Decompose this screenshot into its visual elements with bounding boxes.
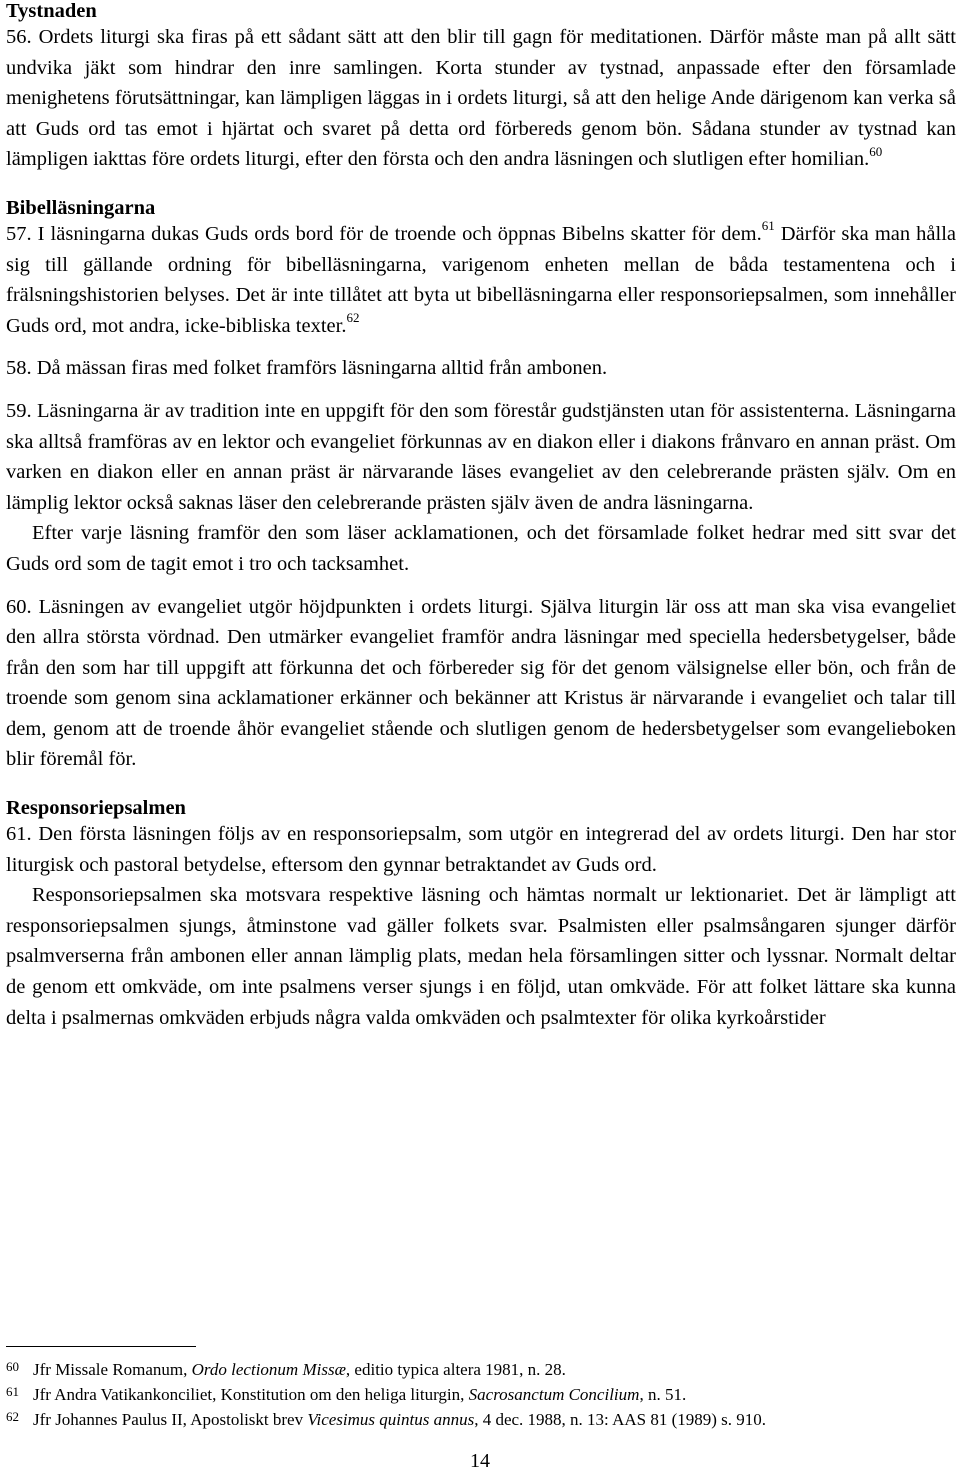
paragraph-56-text: 56. Ordets liturgi ska firas på ett sådant sätt att den blir till gagn för meditationen. Därför måste man på allt sätt undvika jäkt som hindrar den inre samlingen. Korta stunder av tystnad, anpassade efter den församlade menighetens förutsättningar, kan lämpligen läggas in i ordets liturgi, så att den helige Ande därigenom kan verka så att Guds ord tas emot i hjärtat och svaret på detta ord förbereds genom bön. Sådana stunder av tystnad kan lämpligen iakttas före ordets liturgi, efter den första och den andra läsningen och slutligen efter homilian. <box>6 26 956 171</box>
footnote-separator <box>6 1346 196 1347</box>
paragraph-59b: Efter varje läsning framför den som läser acklamationen, och det församlade folket hedrar med sitt svar det Guds ord som de tagit emot i tro och tacksamhet. <box>6 522 956 575</box>
paragraph-57 <box>6 219 956 341</box>
footnote-text-before: Jfr Missale Romanum, <box>33 1360 192 1379</box>
document-page <box>6 0 956 1033</box>
footnote-60 <box>6 1357 956 1382</box>
section-heading-responsoriepsalmen: Responsoriepsalmen <box>6 797 186 820</box>
footnote-62 <box>6 1407 956 1432</box>
paragraph-60: 60. Läsningen av evangeliet utgör höjdpunkten i ordets liturgi. Själva liturgin lär oss att man ska visa evangeliet den allra största vördnad. Den utmärker evangeliet framför andra läsningar med speciella hedersbetygelser, både från den som har till uppgift att förkunna det och förbereder sig för det genom välsignelse eller bön, och från de troende som genom sina acklamationer erkänner och bekänner att Kristus är närvarande i evangeliet och talar till dem, genom att de troende åhör evangeliet stående och slutligen genom de hedersbetygelser som evangelieboken blir föremål för. <box>6 595 956 771</box>
footnote-text-before: Jfr Johannes Paulus II, Apostoliskt brev <box>33 1410 308 1429</box>
footnote-title: Sacrosanctum Concilium <box>468 1385 640 1404</box>
footnote-number: 61 <box>6 1384 19 1399</box>
paragraph-59: 59. Läsningarna är av tradition inte en uppgift för den som förestår gudstjänsten utan för assistenterna. Läsningarna ska alltså framföras av en lektor och evangeliet förkunnas av en diakon eller i diakons frånvaro en annan präst. Om varken en diakon eller en annan präst är närvarande läses evangeliet av den celebrerande prästen själv. Om en lämplig lektor också saknas läser den celebrerande prästen själv även de andra läsningarna. <box>6 399 956 514</box>
paragraph-61b: Responsoriepsalmen ska motsvara respektive läsning och hämtas normalt ur lektionariet. Det är lämpligt att responsoriepsalmen sjungs, åtminstone vad gäller folkets svar. Psalmisten eller psalmsångaren sjunger därför psalmverserna från ambonen eller annan lämplig plats, medan hela församlingen sitter och lyssnar. Normalt deltar de genom ett omkväde, om inte psalmens verser sjungs i en följd, utan omkväde. För att folket lättare ska kunna delta i psalmernas omkväden erbjuds några valda omkväden och psalmtexter för olika kyrkoårstider <box>6 884 956 1029</box>
footnote-number: 60 <box>6 1359 19 1374</box>
footnote-text-after: , 4 dec. 1988, n. 13: AAS 81 (1989) s. 910. <box>474 1410 767 1429</box>
footnote-title: Vicesimus quintus annus <box>307 1410 475 1429</box>
footnotes <box>6 1357 956 1432</box>
footnote-text <box>33 1357 566 1382</box>
section-heading-bibellasningarna: Bibelläsningarna <box>6 196 156 219</box>
page-number: 14 <box>470 1450 490 1472</box>
paragraph-57-part2: Därför ska man hålla sig till gällande ordning för bibelläsningarna, varigenom enheten mellan de båda testamentena och i frälsningshistorien belyses. Det är inte tillåtet att byta ut bibelläsningarna eller responsoriepsalmen, som innehåller Guds ord, mot andra, icke-bibliska texter. <box>6 222 956 337</box>
paragraph-56 <box>6 22 956 175</box>
footnote-61 <box>6 1382 956 1407</box>
paragraph-58: 58. Då mässan firas med folket framförs läsningarna alltid från ambonen. <box>6 357 608 380</box>
footnote-title: Ordo lectionum Missæ <box>191 1360 346 1379</box>
section-heading-tystnaden: Tystnaden <box>6 0 97 22</box>
paragraph-57-part1: 57. I läsningarna dukas Guds ords bord för de troende och öppnas Bibelns skatter för dem. <box>6 222 762 245</box>
footnote-ref-60[interactable]: 60 <box>869 143 883 159</box>
footnote-text-before: Jfr Andra Vatikankonciliet, Konstitution om den heliga liturgin, <box>33 1385 469 1404</box>
footnote-text-after: , n. 51. <box>639 1385 687 1404</box>
footnote-text <box>33 1382 686 1407</box>
footnote-text <box>33 1407 766 1432</box>
footnote-number: 62 <box>6 1409 19 1424</box>
footnote-ref-61[interactable]: 61 <box>761 218 775 234</box>
footnote-ref-62[interactable]: 62 <box>346 309 360 325</box>
footnote-text-after: , editio typica altera 1981, n. 28. <box>345 1360 566 1379</box>
paragraph-61: 61. Den första läsningen följs av en responsoriepsalm, som utgör en integrerad del av ordets liturgi. Den har stor liturgisk och pastoral betydelse, eftersom den gynnar betraktandet av Guds ord. <box>6 823 956 876</box>
